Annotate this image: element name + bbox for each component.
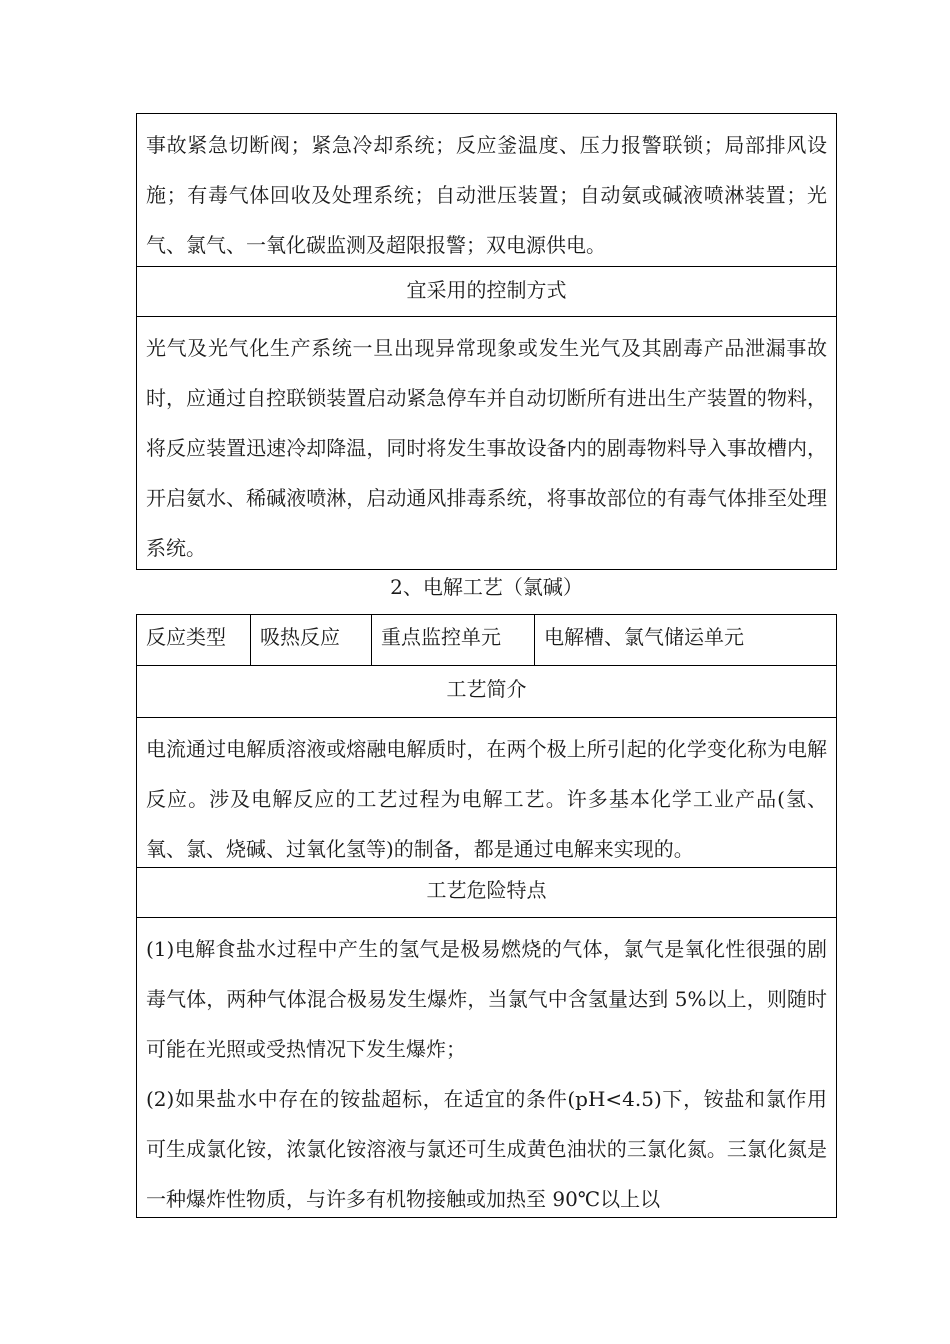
hazard-title: 工艺危险特点: [137, 867, 836, 917]
hazard-text: [137, 917, 836, 1217]
electrolysis-table: [136, 614, 837, 1218]
monitor-unit-value: 电解槽、氯气储运单元: [534, 615, 836, 665]
hazard-item-2: (2)如果盐水中存在的铵盐超标，在适宜的条件(pH<4.5)下，铵盐和氯作用可生成氯化铵，浓氯化铵溶液与氯还可生成黄色油状的三氯化氮。三氯化氮是一种爆炸性物质，与许多有机物接触或加热至 90℃以上以: [146, 1087, 827, 1211]
reaction-type-label: 反应类型: [146, 625, 226, 649]
control-method-title: 宜采用的控制方式: [137, 266, 836, 316]
control-method-text: 光气及光气化生产系统一旦出现异常现象或发生光气及其剧毒产品泄漏事故时，应通过自控联锁装置启动紧急停车并自动切断所有进出生产装置的物料，将反应装置迅速冷却降温，同时将发生事故设备内的剧毒物料导入事故槽内，开启氨水、稀碱液喷淋，启动通风排毒系统，将事故部位的有毒气体排至处理系统。: [137, 316, 836, 569]
table-continued: [136, 113, 837, 570]
table-header-row: [137, 615, 836, 665]
section-heading: 2、电解工艺（氯碱）: [390, 575, 583, 599]
safety-measures-text: 事故紧急切断阀；紧急冷却系统；反应釜温度、压力报警联锁；局部排风设施；有毒气体回收及处理系统；自动泄压装置；自动氨或碱液喷淋装置；光气、氯气、一氧化碳监测及超限报警；双电源供电。: [146, 133, 827, 257]
reaction-type-value: 吸热反应: [250, 615, 371, 665]
intro-text: 电流通过电解质溶液或熔融电解质时，在两个极上所引起的化学变化称为电解反应。涉及电解反应的工艺过程为电解工艺。许多基本化学工业产品(氢、氧、氯、烧碱、过氧化氢等)的制备，都是通过电解来实现的。: [137, 717, 836, 867]
hazard-item-1: (1)电解食盐水过程中产生的氢气是极易燃烧的气体，氯气是氧化性很强的剧毒气体，两种气体混合极易发生爆炸，当氯气中含氢量达到 5%以上，则随时可能在光照或受热情况下发生爆炸；: [146, 937, 827, 1061]
monitor-unit-label: 重点监控单元: [371, 615, 534, 665]
intro-title: 工艺简介: [137, 665, 836, 717]
